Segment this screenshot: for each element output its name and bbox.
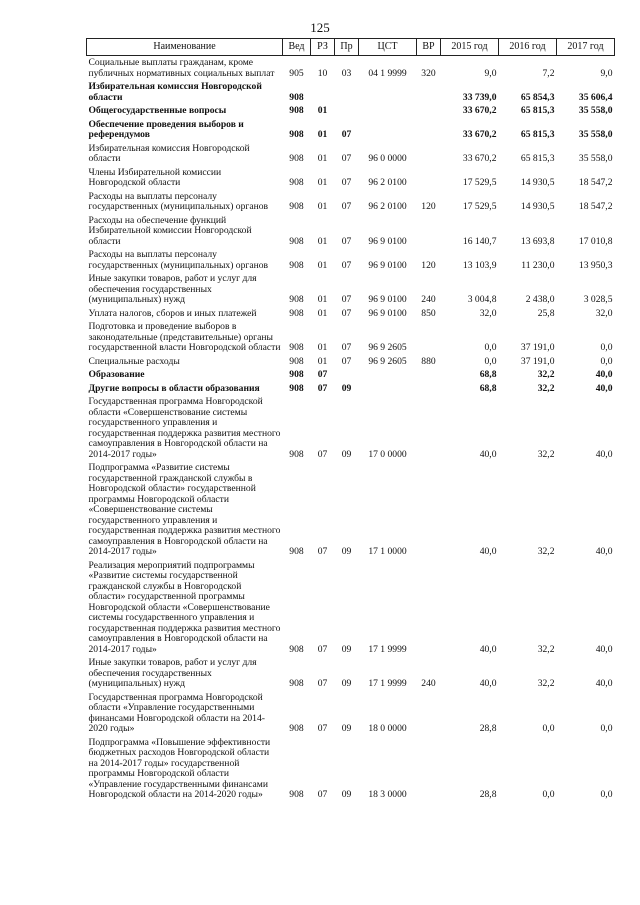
cell-ved: 908 xyxy=(289,235,304,247)
cell-2017: 0,0 xyxy=(600,789,613,800)
cell-2016: 0,0 xyxy=(542,789,555,800)
cell-2015: 17 529,5 xyxy=(462,177,497,188)
cell-vr: 240 xyxy=(421,678,436,689)
cell-2017: 40,0 xyxy=(595,369,613,380)
cell-name: Расходы на обеспечение функций Избирательной комиссии Новгородской области xyxy=(88,214,252,247)
cell-cst: 96 9 0100 xyxy=(368,294,407,305)
cell-2015: 40,0 xyxy=(479,546,497,557)
cell-name: Расходы на выплаты персоналу государственных (муниципальных) органов xyxy=(88,249,269,271)
cell-ved: 908 xyxy=(289,723,304,734)
cell-2016: 2 438,0 xyxy=(525,294,555,305)
header-ved: Вед xyxy=(283,39,311,56)
cell-2017: 17 010,8 xyxy=(578,235,613,247)
cell-2017: 35 606,4 xyxy=(578,91,613,103)
cell-pr: 07 xyxy=(341,259,352,271)
cell-vr xyxy=(417,120,441,144)
cell-2015: 3 004,8 xyxy=(467,294,497,305)
cell-rz: 01 xyxy=(317,201,328,212)
cell-2015: 68,8 xyxy=(479,369,497,380)
table-row xyxy=(87,738,615,804)
cell-2017: 35 558,0 xyxy=(578,153,613,164)
cell-cst xyxy=(359,120,417,144)
cell-2017: 18 547,2 xyxy=(578,177,613,188)
cell-2016: 11 230,0 xyxy=(521,259,555,271)
table-body xyxy=(87,56,615,804)
cell-ved: 908 xyxy=(289,789,304,800)
cell-pr: 07 xyxy=(341,294,352,305)
table-row xyxy=(87,216,615,251)
cell-ved: 908 xyxy=(289,153,304,164)
header-2017: 2017 год xyxy=(557,39,615,56)
cell-pr: 07 xyxy=(341,342,352,353)
cell-vr xyxy=(417,322,441,357)
table-row xyxy=(87,357,615,371)
cell-2015: 13 103,9 xyxy=(462,259,497,271)
cell-ved: 908 xyxy=(289,259,304,271)
cell-rz: 07 xyxy=(317,382,328,394)
header-2015: 2015 год xyxy=(441,39,499,56)
table-row xyxy=(87,693,615,738)
cell-2016: 32,2 xyxy=(537,448,555,460)
cell-cst: 96 0 0000 xyxy=(368,153,407,164)
cell-2017: 40,0 xyxy=(595,448,613,460)
cell-2015: 33 670,2 xyxy=(462,153,497,164)
table-row xyxy=(87,561,615,659)
table-row xyxy=(87,463,615,561)
cell-2015: 40,0 xyxy=(479,678,497,689)
cell-rz: 07 xyxy=(317,643,328,655)
cell-vr xyxy=(417,216,441,251)
cell-pr: 03 xyxy=(341,67,352,79)
cell-name: Иные закупки товаров, работ и услуг для обеспечения государственных (муниципальных) нужд xyxy=(88,273,257,305)
cell-2015: 28,8 xyxy=(479,723,497,734)
cell-2017: 0,0 xyxy=(600,723,613,734)
cell-pr: 09 xyxy=(341,382,352,394)
cell-rz: 07 xyxy=(317,789,328,800)
cell-pr: 09 xyxy=(341,789,352,800)
cell-cst: 18 0 0000 xyxy=(368,723,407,734)
cell-2016: 32,2 xyxy=(537,369,555,380)
cell-ved: 908 xyxy=(289,91,304,103)
cell-vr: 320 xyxy=(421,67,436,79)
cell-ved: 908 xyxy=(289,355,304,367)
cell-2015: 9,0 xyxy=(484,67,497,79)
cell-name: Расходы на выплаты персоналу государственных (муниципальных) органов xyxy=(88,190,269,212)
cell-vr: 850 xyxy=(421,307,436,319)
budget-table xyxy=(86,38,615,804)
header-pr: Пр xyxy=(335,39,359,56)
cell-vr xyxy=(417,106,441,120)
cell-vr: 880 xyxy=(421,355,436,367)
cell-pr: 07 xyxy=(341,355,352,367)
table-header-row xyxy=(87,39,615,56)
cell-cst xyxy=(359,384,417,398)
cell-rz: 01 xyxy=(317,177,328,188)
cell-cst xyxy=(359,82,417,106)
table-row xyxy=(87,168,615,192)
cell-ved: 908 xyxy=(289,678,304,689)
cell-pr: 07 xyxy=(341,177,352,188)
cell-pr: 07 xyxy=(341,307,352,319)
cell-2016: 32,2 xyxy=(537,643,555,655)
cell-2016: 37 191,0 xyxy=(520,355,555,367)
header-rz: РЗ xyxy=(311,39,335,56)
cell-pr xyxy=(335,82,359,106)
cell-rz: 07 xyxy=(317,369,328,380)
cell-cst: 18 3 0000 xyxy=(368,789,407,800)
cell-rz: 01 xyxy=(317,342,328,353)
cell-pr: 07 xyxy=(341,201,352,212)
cell-name: Избирательная комиссия Новгородской области xyxy=(88,81,262,103)
cell-2015: 33 739,0 xyxy=(462,91,497,103)
cell-2015: 32,0 xyxy=(479,307,497,319)
cell-cst: 96 2 0100 xyxy=(368,201,407,212)
table-row xyxy=(87,144,615,168)
cell-rz: 01 xyxy=(317,307,328,319)
table-row xyxy=(87,82,615,106)
cell-rz: 07 xyxy=(317,723,328,734)
cell-rz: 01 xyxy=(317,105,328,116)
cell-name: Подготовка и проведение выборов в законодательные (представительные) органы государственной власти Новгородской области xyxy=(88,321,281,353)
cell-2017: 35 558,0 xyxy=(578,129,613,140)
cell-2016: 13 693,8 xyxy=(520,235,555,247)
cell-cst xyxy=(359,106,417,120)
cell-vr xyxy=(417,144,441,168)
cell-2017: 40,0 xyxy=(595,678,613,689)
table-row xyxy=(87,106,615,120)
cell-name: Члены Избирательной комиссии Новгородской области xyxy=(88,166,222,188)
cell-name: Специальные расходы xyxy=(88,355,180,367)
cell-ved: 908 xyxy=(289,448,304,460)
cell-vr: 240 xyxy=(421,294,436,305)
cell-2017: 3 028,5 xyxy=(583,294,613,305)
table-row xyxy=(87,397,615,463)
cell-ved: 905 xyxy=(289,67,304,79)
cell-vr xyxy=(417,168,441,192)
cell-name: Другие вопросы в области образования xyxy=(88,382,260,394)
cell-2015: 33 670,2 xyxy=(462,129,497,140)
table-row xyxy=(87,250,615,274)
cell-2015: 17 529,5 xyxy=(462,201,497,212)
cell-rz: 01 xyxy=(317,355,328,367)
cell-name: Подпрограмма «Повышение эффективности бюджетных расходов Новгородской области на 2014-2017 годы» государственной программы Новгородской области «Управление государственными финансами Новгородской области на 2014-2020 годы» xyxy=(88,736,271,800)
cell-ved: 908 xyxy=(289,643,304,655)
table-row xyxy=(87,309,615,323)
cell-2017: 40,0 xyxy=(595,382,613,394)
cell-2016: 14 930,5 xyxy=(520,177,555,188)
cell-2016: 65 854,3 xyxy=(520,91,555,103)
cell-ved: 908 xyxy=(289,129,304,140)
header-name: Наименование xyxy=(87,39,283,56)
cell-pr: 07 xyxy=(341,129,352,140)
cell-2016: 14 930,5 xyxy=(520,201,555,212)
header-cst: ЦСТ xyxy=(359,39,417,56)
cell-rz: 07 xyxy=(317,448,328,460)
cell-2017: 13 950,3 xyxy=(578,259,613,271)
cell-2015: 28,8 xyxy=(479,789,497,800)
cell-ved: 908 xyxy=(289,369,304,380)
cell-2016: 25,8 xyxy=(537,307,555,319)
header-vr: ВР xyxy=(417,39,441,56)
cell-2015: 40,0 xyxy=(479,643,497,655)
cell-ved: 908 xyxy=(289,342,304,353)
cell-name: Иные закупки товаров, работ и услуг для обеспечения государственных (муниципальных) нужд xyxy=(88,657,257,689)
cell-rz: 10 xyxy=(317,67,328,79)
cell-cst xyxy=(359,370,417,384)
cell-vr xyxy=(417,370,441,384)
cell-vr xyxy=(417,561,441,659)
table-row xyxy=(87,384,615,398)
cell-rz: 01 xyxy=(317,235,328,247)
cell-cst: 96 9 2605 xyxy=(368,355,407,367)
cell-name: Государственная программа Новгородской области «Совершенствование системы государственного управления и государственная поддержка развития местного самоуправления в Новгородской области на 2014-2017 годы» xyxy=(88,396,281,460)
cell-rz xyxy=(311,82,335,106)
cell-2017: 40,0 xyxy=(595,546,613,557)
cell-vr xyxy=(417,397,441,463)
header-2016: 2016 год xyxy=(499,39,557,56)
cell-ved: 908 xyxy=(289,201,304,212)
cell-2016: 65 815,3 xyxy=(520,153,555,164)
cell-rz: 01 xyxy=(317,153,328,164)
cell-2015: 0,0 xyxy=(484,355,497,367)
cell-vr xyxy=(417,463,441,561)
cell-2017: 18 547,2 xyxy=(578,201,613,212)
cell-cst: 96 9 0100 xyxy=(368,259,407,271)
cell-vr xyxy=(417,738,441,804)
cell-name: Уплата налогов, сборов и иных платежей xyxy=(88,307,257,319)
cell-name: Обеспечение проведения выборов и референдумов xyxy=(88,118,244,140)
cell-ved: 908 xyxy=(289,546,304,557)
cell-2016: 65 815,3 xyxy=(520,105,555,116)
table-row xyxy=(87,120,615,144)
table-row xyxy=(87,192,615,216)
cell-pr xyxy=(335,370,359,384)
cell-2016: 0,0 xyxy=(542,723,555,734)
cell-pr: 07 xyxy=(341,153,352,164)
cell-ved: 908 xyxy=(289,307,304,319)
cell-name: Избирательная комиссия Новгородской области xyxy=(88,142,250,164)
cell-vr xyxy=(417,693,441,738)
cell-cst: 17 1 0000 xyxy=(368,546,407,557)
table-row xyxy=(87,322,615,357)
cell-vr xyxy=(417,82,441,106)
cell-2015: 33 670,2 xyxy=(462,105,497,116)
cell-cst: 96 9 0100 xyxy=(368,307,407,319)
cell-2016: 37 191,0 xyxy=(520,342,555,353)
cell-2017: 40,0 xyxy=(595,643,613,655)
cell-pr: 09 xyxy=(341,678,352,689)
cell-vr: 120 xyxy=(421,259,436,271)
cell-pr: 09 xyxy=(341,723,352,734)
table-row xyxy=(87,56,615,83)
cell-2015: 16 140,7 xyxy=(462,235,497,247)
cell-2015: 40,0 xyxy=(479,448,497,460)
cell-2017: 35 558,0 xyxy=(578,105,613,116)
cell-rz: 01 xyxy=(317,294,328,305)
cell-pr xyxy=(335,106,359,120)
cell-ved: 908 xyxy=(289,105,304,116)
cell-pr: 09 xyxy=(341,448,352,460)
cell-rz: 01 xyxy=(317,129,328,140)
cell-2017: 32,0 xyxy=(595,307,613,319)
cell-name: Образование xyxy=(88,369,145,380)
cell-pr: 07 xyxy=(341,235,352,247)
cell-ved: 908 xyxy=(289,294,304,305)
cell-cst: 17 0 0000 xyxy=(368,448,407,460)
cell-name: Подпрограмма «Развитие системы государственной гражданской службы в Новгородской области» государственной программы Новгородской области «Совершенствование системы государственного управления и государственная поддержка развития местного самоуправления в Новгородской области на 2014-2017 годы» xyxy=(88,462,281,557)
cell-2017: 0,0 xyxy=(600,355,613,367)
cell-name: Реализация мероприятий подпрограммы «Развитие системы государственной гражданской службы в Новгородской области» государственной программы Новгородской области «Совершенствование системы государственного управления и государственная поддержка развития местного самоуправления в Новгородской области на 2014-2017 годы» xyxy=(88,559,281,655)
cell-cst: 96 9 0100 xyxy=(368,235,407,247)
cell-2016: 7,2 xyxy=(542,67,555,79)
cell-2017: 0,0 xyxy=(600,342,613,353)
cell-cst: 96 2 0100 xyxy=(368,177,407,188)
cell-2016: 32,2 xyxy=(537,546,555,557)
cell-rz: 01 xyxy=(317,259,328,271)
cell-ved: 908 xyxy=(289,382,304,394)
table-row xyxy=(87,274,615,309)
cell-vr: 120 xyxy=(421,201,436,212)
cell-name: Государственная программа Новгородской области «Управление государственными финансами Новгородской области на 2014-2020 годы» xyxy=(88,691,265,734)
cell-2015: 0,0 xyxy=(484,342,497,353)
cell-2016: 65 815,3 xyxy=(520,129,555,140)
page-number: 125 xyxy=(310,20,330,35)
cell-pr: 09 xyxy=(341,546,352,557)
cell-cst: 04 1 9999 xyxy=(368,67,407,79)
cell-cst: 17 1 9999 xyxy=(368,643,407,655)
cell-2017: 9,0 xyxy=(600,67,613,79)
cell-2015: 68,8 xyxy=(479,382,497,394)
cell-ved: 908 xyxy=(289,177,304,188)
cell-cst: 96 9 2605 xyxy=(368,342,407,353)
cell-vr xyxy=(417,384,441,398)
cell-pr: 09 xyxy=(341,643,352,655)
cell-rz: 07 xyxy=(317,546,328,557)
table-row xyxy=(87,658,615,693)
cell-name: Социальные выплаты гражданам, кроме публичных нормативных социальных выплат xyxy=(88,57,275,79)
cell-rz: 07 xyxy=(317,678,328,689)
cell-cst: 17 1 9999 xyxy=(368,678,407,689)
cell-name: Общегосударственные вопросы xyxy=(88,105,227,116)
cell-2016: 32,2 xyxy=(537,382,555,394)
table-row xyxy=(87,370,615,384)
cell-2016: 32,2 xyxy=(537,678,555,689)
